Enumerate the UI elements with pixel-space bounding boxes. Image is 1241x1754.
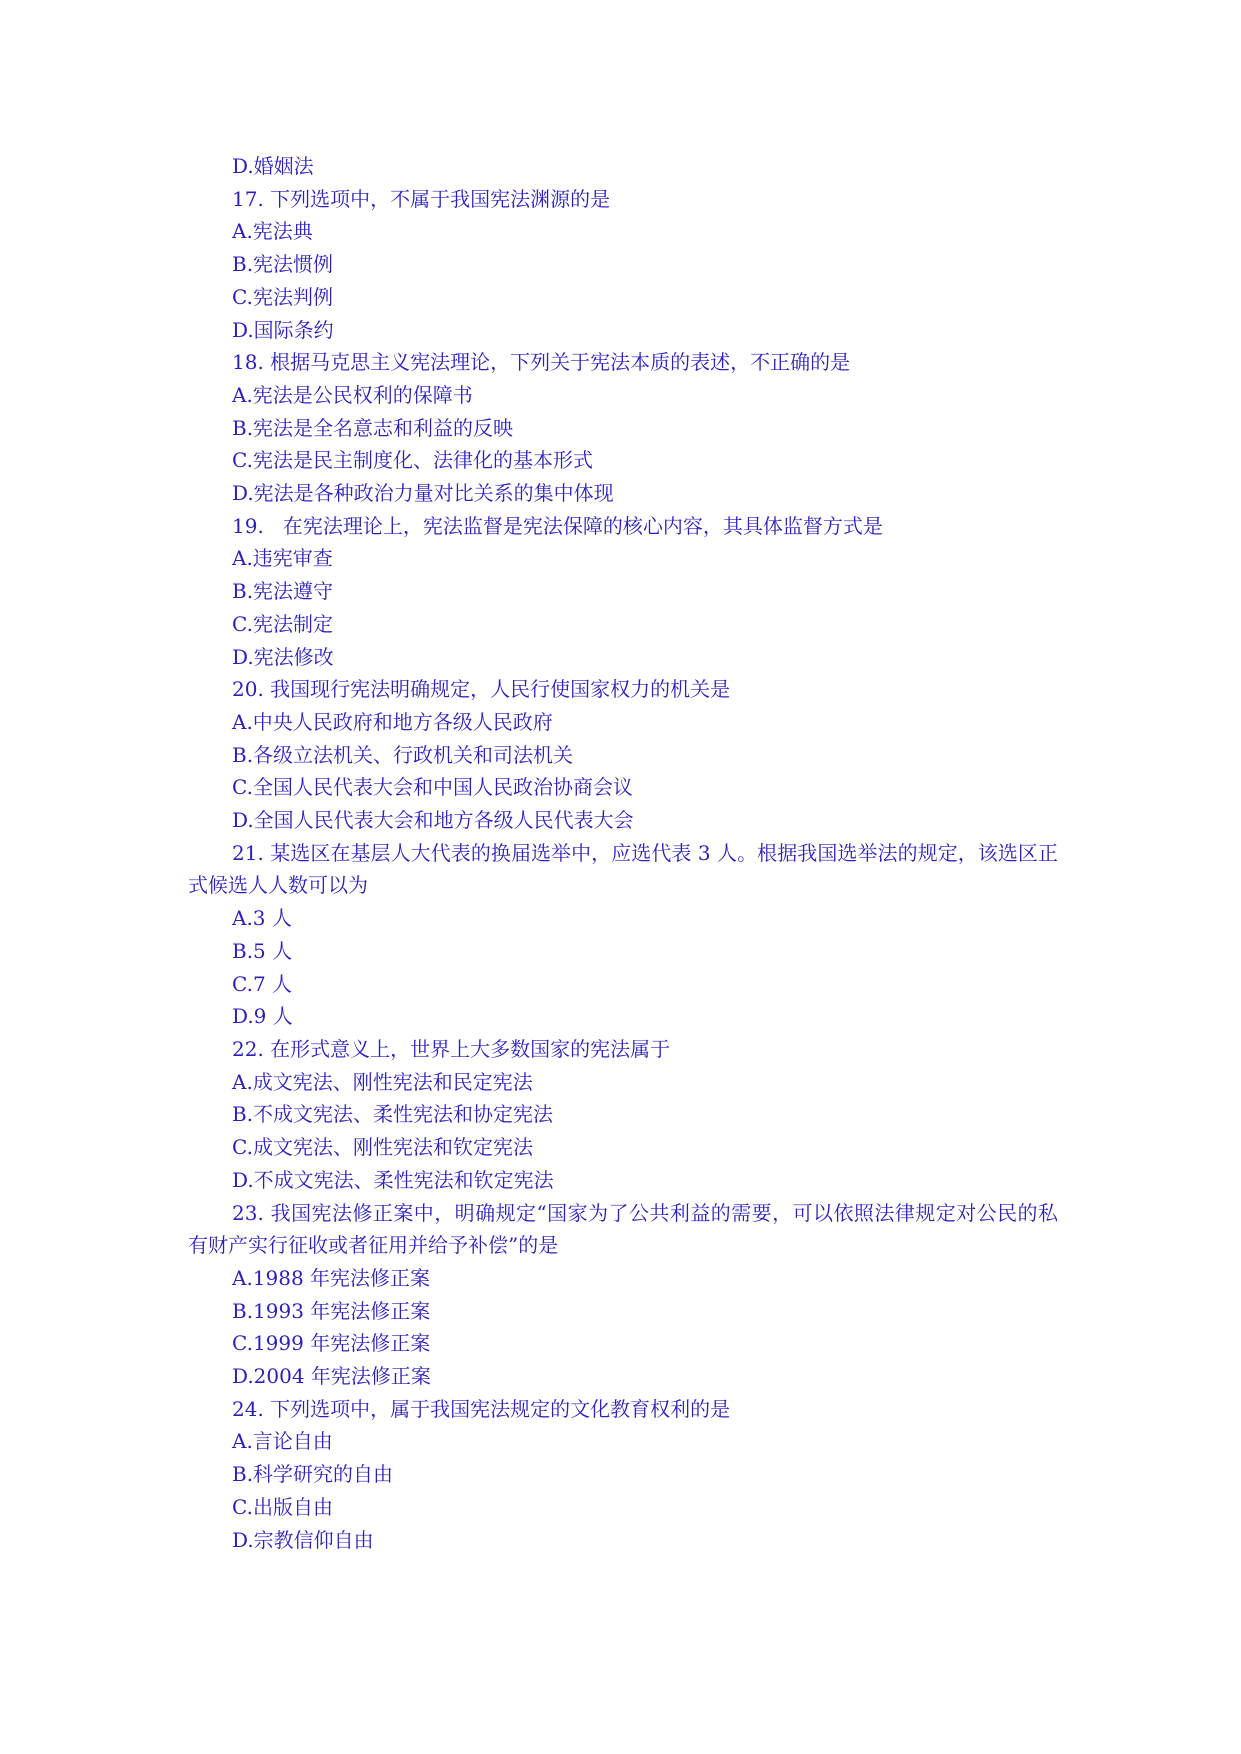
option-c-q23: C.1999 年宪法修正案	[232, 1331, 431, 1356]
option-d-q18: D.宪法是各种政治力量对比关系的集中体现	[232, 481, 614, 506]
option-a-q20: A.中央人民政府和地方各级人民政府	[232, 709, 553, 734]
option-b-q17: B.宪法惯例	[232, 252, 334, 277]
question-24: 24. 下列选项中，属于我国宪法规定的文化教育权利的是	[232, 1396, 731, 1421]
option-c-q24: C.出版自由	[232, 1494, 333, 1519]
option-a-q21: A.3 人	[232, 906, 292, 931]
option-d-q19: D.宪法修改	[232, 644, 334, 669]
option-a-q22: A.成文宪法、刚性宪法和民定宪法	[232, 1069, 533, 1094]
option-c-q17: C.宪法判例	[232, 284, 333, 309]
question-20: 20. 我国现行宪法明确规定，人民行使国家权力的机关是	[232, 677, 731, 702]
option-d-q23: D.2004 年宪法修正案	[232, 1364, 431, 1389]
question-21: 21. 某选区在基层人大代表的换届选举中，应选代表 3 人。根据我国选举法的规定，该选区正式候选人人数可以为	[188, 840, 1058, 898]
option-b-q24: B.科学研究的自由	[232, 1462, 394, 1487]
option-a-q17: A.宪法典	[232, 219, 313, 244]
option-b-q22: B.不成文宪法、柔性宪法和协定宪法	[232, 1102, 554, 1127]
option-b-q20: B.各级立法机关、行政机关和司法机关	[232, 742, 574, 767]
option-a-q19: A.违宪审查	[232, 546, 333, 571]
question-23: 23. 我国宪法修正案中，明确规定“国家为了公共利益的需要，可以依照法律规定对公民的私有财产实行征收或者征用并给予补偿”的是	[188, 1200, 1058, 1258]
option-c-q19: C.宪法制定	[232, 611, 333, 636]
option-b-q19: B.宪法遵守	[232, 579, 334, 604]
question-22: 22. 在形式意义上，世界上大多数国家的宪法属于	[232, 1036, 671, 1061]
question-19: 19. 在宪法理论上，宪法监督是宪法保障的核心内容，其具体监督方式是	[232, 513, 883, 538]
option-d-q22: D.不成文宪法、柔性宪法和钦定宪法	[232, 1167, 554, 1192]
option-a-q18: A.宪法是公民权利的保障书	[232, 382, 473, 407]
question-17: 17. 下列选项中，不属于我国宪法渊源的是	[232, 186, 611, 211]
option-d-q20: D.全国人民代表大会和地方各级人民代表大会	[232, 808, 634, 833]
option-b-q18: B.宪法是全名意志和利益的反映	[232, 415, 514, 440]
question-18: 18. 根据马克思主义宪法理论，下列关于宪法本质的表述，不正确的是	[232, 350, 851, 375]
option-c-q18: C.宪法是民主制度化、法律化的基本形式	[232, 448, 593, 473]
option-a-q23: A.1988 年宪法修正案	[232, 1265, 431, 1290]
option-d-q24: D.宗教信仰自由	[232, 1527, 374, 1552]
option-c-q20: C.全国人民代表大会和中国人民政治协商会议	[232, 775, 633, 800]
option-a-q24: A.言论自由	[232, 1429, 333, 1454]
option-c-q21: C.7 人	[232, 971, 293, 996]
option-c-q22: C.成文宪法、刚性宪法和钦定宪法	[232, 1135, 533, 1160]
option-b-q23: B.1993 年宪法修正案	[232, 1298, 431, 1323]
option-d-q21: D.9 人	[232, 1004, 293, 1029]
option-b-q21: B.5 人	[232, 938, 293, 963]
option-d-q16: D.婚姻法	[232, 154, 314, 178]
option-d-q17: D.国际条约	[232, 317, 334, 342]
document-body	[188, 150, 1058, 1556]
